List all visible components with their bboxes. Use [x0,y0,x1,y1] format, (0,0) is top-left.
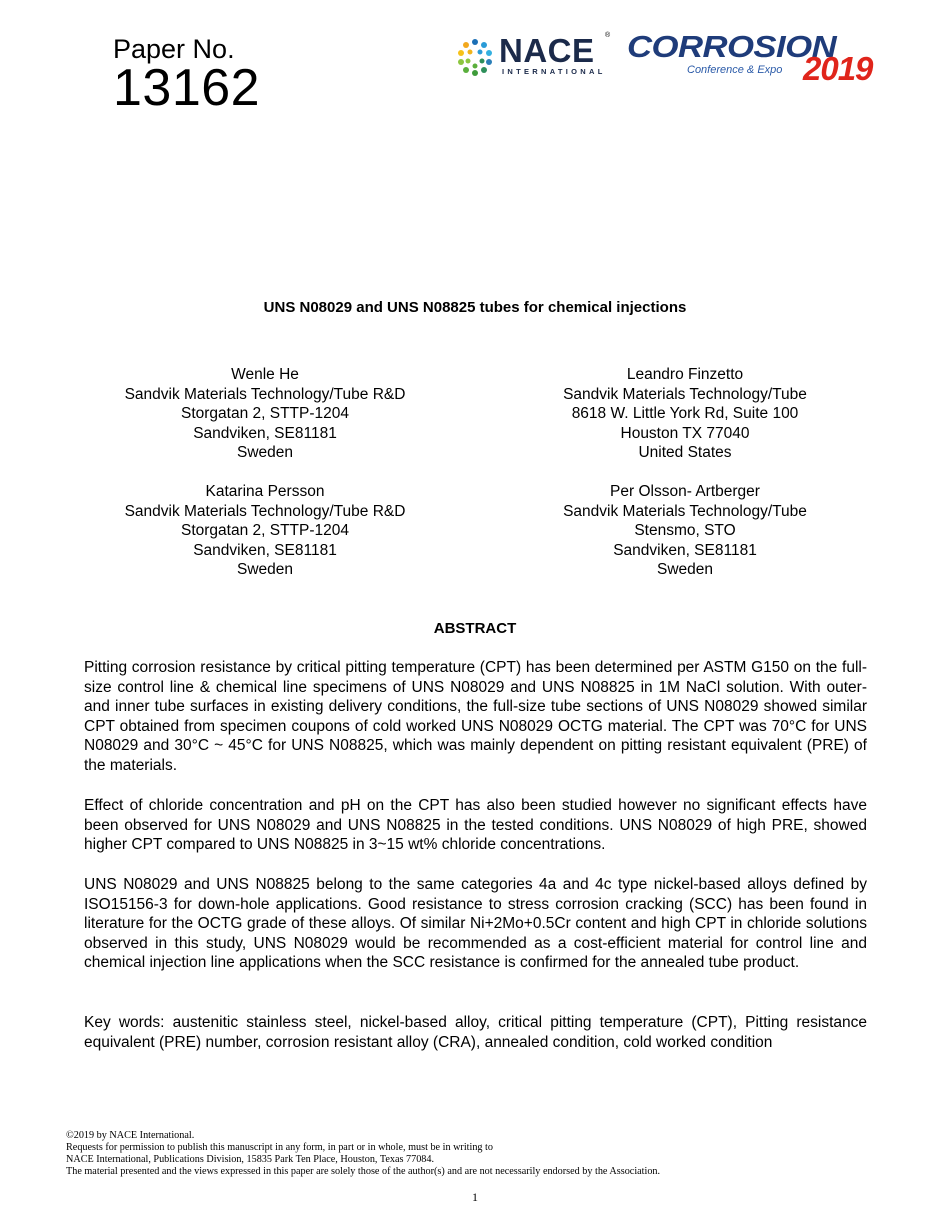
page-number: 1 [472,1190,478,1204]
corrosion-conference-logo [627,30,882,86]
author-name: Per Olsson- Artberger [610,483,760,500]
nace-logo [455,32,615,80]
author-country: Sweden [236,561,293,579]
author-city: Sandviken, SE81181 [193,424,337,442]
copyright-footer [66,1130,660,1178]
abstract-paragraph: UNS N08029 and UNS N08825 belong to the same categories 4a and 4c type nickel-based alloys defined by ISO15156-3 for down-hole applications. Good resistance to stress corrosion cracking (SCC) has been found in literature for the OCTG grade of these alloys. Of similar Ni+2Mo+0.5Cr content and high CPT in chloride solutions observed in this study, UNS N08029 would be recommended as a cost-efficient material for control line and chemical injection line applications when the SCC resistance is confirmed for the annealed tube product. [84,876,867,972]
author-address: Storgatan 2, STTP-1204 [180,405,349,423]
author-country: Sweden [656,561,713,579]
author-affiliation: Sandvik Materials Technology/Tube [563,385,807,403]
keywords-paragraph: Key words: austenitic stainless steel, nickel-based alloy, critical pitting temperature (CPT), Pitting resistance equivalent (PRE) number, corrosion resistant alloy (CRA), annealed condition, cold worked condition [84,1014,867,1051]
author-address: 8618 W. Little York Rd, Suite 100 [571,405,799,423]
corrosion-subtitle: Conference & Expo [687,64,783,76]
author-country: United States [638,444,732,462]
registered-mark: ® [605,32,611,39]
author-block [505,365,865,463]
footer-line: The material presented and the views expressed in this paper are solely those of the author(s) and are not necessarily endorsed by the Association. [66,1166,661,1177]
abstract-paragraph: Effect of chloride concentration and pH on the CPT has also been studied however no significant effects have been observed for UNS N08029 and UNS N08825 in the tested conditions. UNS N08029 of high PRE, showed higher CPT compared to UNS N08825 in 3~15 wt% chloride concentrations. [84,797,867,854]
nace-subtitle: INTERNATIONAL [502,67,606,76]
author-city: Sandviken, SE81181 [193,541,337,559]
author-address: Stensmo, STO [634,522,736,540]
abstract-heading: ABSTRACT [433,620,517,637]
author-block [85,482,445,580]
paper-number-block [113,34,261,117]
author-affiliation: Sandvik Materials Technology/Tube R&D [124,385,406,403]
nace-wordmark: NACE [499,32,595,69]
author-city: Houston TX 77040 [620,424,750,442]
author-affiliation: Sandvik Materials Technology/Tube [563,502,807,520]
paper-title: UNS N08029 and UNS N08825 tubes for chemical injections [263,299,687,316]
paper-label: Paper No. [113,34,235,64]
author-address: Storgatan 2, STTP-1204 [180,522,349,540]
author-country: Sweden [236,444,293,462]
footer-line: NACE International, Publications Division, 15835 Park Ten Place, Houston, Texas 77084. [66,1154,435,1165]
author-name: Katarina Persson [205,483,325,500]
footer-line: Requests for permission to publish this manuscript in any form, in part or in whole, must be in writing to [66,1142,493,1153]
author-name: Leandro Finzetto [626,366,744,383]
corrosion-wordmark: CORROSION [627,29,837,64]
author-city: Sandviken, SE81181 [613,541,757,559]
paper-number: 13162 [113,59,261,117]
corrosion-year: 2019 [803,50,873,87]
author-block [505,482,865,580]
footer-line: ©2019 by NACE International. [66,1130,195,1141]
author-name: Wenle He [231,366,299,383]
author-block [85,365,445,463]
author-affiliation: Sandvik Materials Technology/Tube R&D [124,502,406,520]
nace-globe-icon [455,36,495,78]
abstract-paragraph: Pitting corrosion resistance by critical pitting temperature (CPT) has been determined per ASTM G150 on the full-size control line & chemical line specimens of UNS N08029 and UNS N08825 in 1M NaCl solution. With outer- and inner tube surfaces in existing delivery conditions, the full-size tube sections of UNS N08029 showed similar CPT obtained from specimen coupons of cold worked UNS N08029 OCTG material. The CPT was 70°C for UNS N08029 and 30°C ~ 45°C for UNS N08825, which was mainly dependent on pitting resistant equivalent (PRE) of the materials. [84,659,867,774]
